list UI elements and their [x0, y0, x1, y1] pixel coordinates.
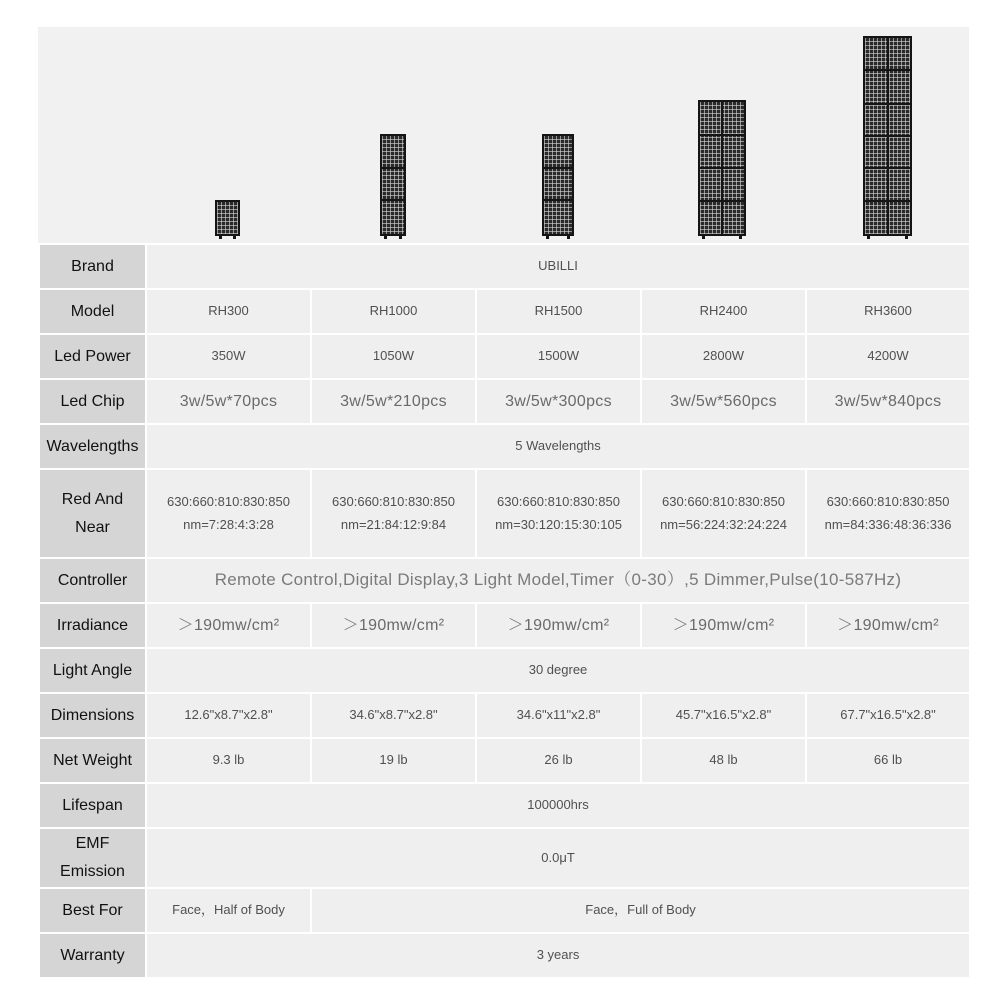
red-near-line1: 630:660:810:830:850: [662, 494, 785, 510]
irradiance-cell: ＞190mw/cm²: [146, 603, 311, 648]
red-near-cell: [641, 469, 806, 558]
row-model: [39, 289, 970, 334]
label-led-power: Led Power: [39, 334, 146, 379]
red-near-line2: nm=7:28:4:3:28: [183, 516, 274, 532]
wavelengths-value: 5 Wavelengths: [146, 424, 970, 469]
led-power-cell: 350W: [146, 334, 311, 379]
irradiance-cell: ＞190mw/cm²: [311, 603, 476, 648]
label-red-near: [39, 469, 146, 558]
spec-table: [38, 243, 971, 979]
red-near-line2: nm=30:120:15:30:105: [495, 516, 622, 532]
label-led-chip: Led Chip: [39, 379, 146, 424]
red-near-line2: nm=56:224:32:24:224: [660, 516, 787, 532]
led-power-cell: 1500W: [476, 334, 641, 379]
label-controller: Controller: [39, 558, 146, 603]
led-chip-cell: 3w/5w*840pcs: [806, 379, 970, 424]
net-weight-cell: 66 lb: [806, 738, 970, 783]
red-near-line1: 630:660:810:830:850: [167, 494, 290, 510]
net-weight-cell: 19 lb: [311, 738, 476, 783]
led-chip-cell: 3w/5w*560pcs: [641, 379, 806, 424]
red-near-line1: 630:660:810:830:850: [332, 494, 455, 510]
label-emf: [39, 828, 146, 888]
dimensions-cell: 12.6"x8.7"x2.8": [146, 693, 311, 738]
dimensions-cell: 67.7"x16.5"x2.8": [806, 693, 970, 738]
model-cell: RH1000: [311, 289, 476, 334]
row-irradiance: [39, 603, 970, 648]
red-near-cell: [806, 469, 970, 558]
model-cell: RH2400: [641, 289, 806, 334]
led-chip-cell: 3w/5w*70pcs: [146, 379, 311, 424]
irradiance-cell: ＞190mw/cm²: [641, 603, 806, 648]
row-led-chip: [39, 379, 970, 424]
row-red-near: [39, 469, 970, 558]
dimensions-cell: 45.7"x16.5"x2.8": [641, 693, 806, 738]
controller-value: Remote Control,Digital Display,3 Light Model,Timer（0-30）,5 Dimmer,Pulse(10-587Hz): [146, 558, 970, 603]
net-weight-cell: 48 lb: [641, 738, 806, 783]
led-power-cell: 1050W: [311, 334, 476, 379]
led-chip-cell: 3w/5w*210pcs: [311, 379, 476, 424]
led-power-cell: 2800W: [641, 334, 806, 379]
row-lifespan: [39, 783, 970, 828]
row-wavelengths: [39, 424, 970, 469]
irradiance-cell: ＞190mw/cm²: [806, 603, 970, 648]
row-controller: [39, 558, 970, 603]
red-near-cell: [311, 469, 476, 558]
irradiance-cell: ＞190mw/cm²: [476, 603, 641, 648]
led-chip-cell: 3w/5w*300pcs: [476, 379, 641, 424]
product-image-rh300: [215, 200, 240, 236]
label-emf-line1: EMF: [75, 835, 110, 852]
label-dimensions: Dimensions: [39, 693, 146, 738]
dimensions-cell: 34.6"x11"x2.8": [476, 693, 641, 738]
row-emf: [39, 828, 970, 888]
light-angle-value: 30 degree: [146, 648, 970, 693]
product-image-rh3600: [863, 36, 912, 236]
product-image-rh1000: [380, 134, 406, 236]
row-light-angle: [39, 648, 970, 693]
label-warranty: Warranty: [39, 933, 146, 978]
red-near-line1: 630:660:810:830:850: [826, 494, 950, 510]
led-power-cell: 4200W: [806, 334, 970, 379]
label-lifespan: Lifespan: [39, 783, 146, 828]
red-near-line2: nm=21:84:12:9:84: [340, 516, 447, 532]
row-warranty: [39, 933, 970, 978]
warranty-value: 3 years: [146, 933, 970, 978]
net-weight-cell: 9.3 lb: [146, 738, 311, 783]
label-irradiance: Irradiance: [39, 603, 146, 648]
best-for-first: Face，Half of Body: [146, 888, 311, 933]
label-red-near-line2: Near: [75, 518, 110, 536]
model-cell: RH1500: [476, 289, 641, 334]
product-images-row: [38, 27, 969, 243]
row-net-weight: [39, 738, 970, 783]
emf-value: 0.0μT: [146, 828, 970, 888]
row-brand: [39, 244, 970, 289]
label-wavelengths: Wavelengths: [39, 424, 146, 469]
red-near-cell: [146, 469, 311, 558]
row-best-for: [39, 888, 970, 933]
lifespan-value: 100000hrs: [146, 783, 970, 828]
dimensions-cell: 34.6"x8.7"x2.8": [311, 693, 476, 738]
label-best-for: Best For: [39, 888, 146, 933]
row-led-power: [39, 334, 970, 379]
brand-value: UBILLI: [146, 244, 970, 289]
product-image-rh2400: [698, 100, 746, 236]
label-light-angle: Light Angle: [39, 648, 146, 693]
label-model: Model: [39, 289, 146, 334]
red-near-cell: [476, 469, 641, 558]
best-for-rest: Face，Full of Body: [311, 888, 970, 933]
product-image-rh1500: [542, 134, 574, 236]
label-net-weight: Net Weight: [39, 738, 146, 783]
red-near-line2: nm=84:336:48:36:336: [824, 516, 952, 532]
label-emf-line2: Emission: [60, 863, 125, 880]
model-cell: RH300: [146, 289, 311, 334]
model-cell: RH3600: [806, 289, 970, 334]
row-dimensions: [39, 693, 970, 738]
red-near-line1: 630:660:810:830:850: [497, 494, 620, 510]
label-red-near-line1: Red And: [61, 490, 124, 508]
net-weight-cell: 26 lb: [476, 738, 641, 783]
label-brand: Brand: [39, 244, 146, 289]
